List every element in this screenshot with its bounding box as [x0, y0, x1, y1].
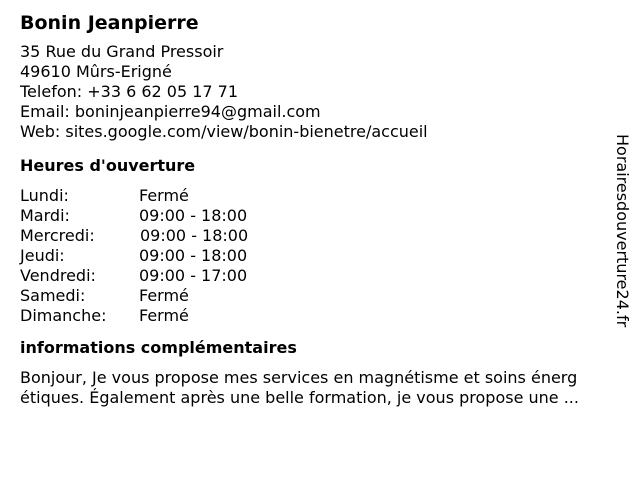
hours-value: 09:00 - 18:00 — [140, 226, 249, 245]
hours-row-tuesday — [20, 206, 620, 226]
hours-row-saturday — [20, 286, 620, 306]
hours-day: Mercredi: — [20, 226, 95, 245]
contact-block — [20, 42, 620, 142]
hours-row-sunday — [20, 306, 620, 326]
info-text-line: Bonjour, Je vous propose mes services en magnétisme et soins énerg — [20, 368, 578, 387]
business-card — [20, 10, 620, 408]
info-heading: informations complémentaires — [20, 338, 297, 357]
address-city: 49610 Mûrs-Erigné — [20, 62, 172, 81]
hours-row-monday — [20, 186, 620, 206]
hours-row-wednesday — [20, 226, 620, 246]
hours-heading: Heures d'ouverture — [20, 156, 196, 175]
hours-day: Jeudi: — [20, 246, 65, 265]
web-line[interactable]: Web: sites.google.com/view/bonin-bienetre/accueil — [20, 122, 428, 141]
hours-value: 09:00 - 17:00 — [139, 266, 248, 285]
business-name: Bonin Jeanpierre — [20, 12, 199, 34]
hours-day: Vendredi: — [20, 266, 96, 285]
hours-row-thursday — [20, 246, 620, 266]
hours-day: Mardi: — [20, 206, 70, 225]
hours-day: Samedi: — [20, 286, 86, 305]
hours-table — [20, 186, 620, 326]
site-watermark: Horairesdouverture24.fr — [613, 134, 632, 328]
info-description — [20, 368, 620, 408]
hours-value: Fermé — [139, 286, 189, 305]
info-text-line: étiques. Également après une belle formation, je vous propose une ... — [20, 388, 579, 407]
email-line[interactable]: Email: boninjeanpierre94@gmail.com — [20, 102, 321, 121]
hours-value: 09:00 - 18:00 — [139, 246, 248, 265]
hours-day: Dimanche: — [20, 306, 107, 325]
address-street: 35 Rue du Grand Pressoir — [20, 42, 224, 61]
phone-line[interactable]: Telefon: +33 6 62 05 17 71 — [20, 82, 239, 101]
hours-value: 09:00 - 18:00 — [139, 206, 248, 225]
hours-day: Lundi: — [20, 186, 69, 205]
hours-row-friday — [20, 266, 620, 286]
hours-value: Fermé — [139, 186, 189, 205]
hours-value: Fermé — [139, 306, 189, 325]
